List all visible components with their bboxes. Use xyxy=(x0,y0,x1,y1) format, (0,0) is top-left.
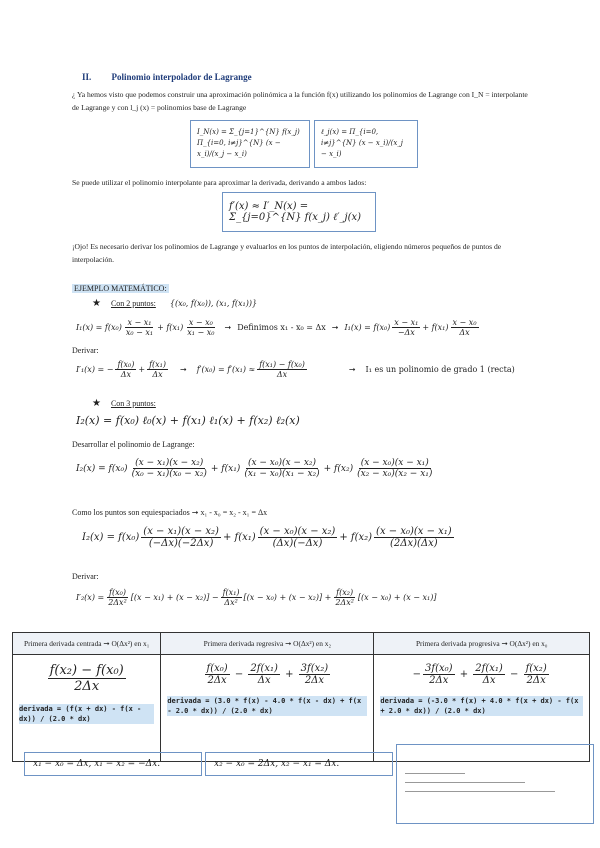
star-icon: ★ xyxy=(92,398,101,409)
footer-middle-box: x₂ − x₀ = 2Δx, x₂ − x₁ = Δx. xyxy=(205,752,393,776)
two-points-set: {(x₀, f(x₀)), (x₁, f(x₁))} xyxy=(169,299,258,308)
warning-text: ¡Ojo! Es necesario derivar los polinomios de Lagrange y evaluarlos en los puntos de interpolación, eligiendo números pequeños de puntos de interpolación. xyxy=(72,242,502,264)
derivatives-table xyxy=(12,632,590,762)
regresiva-header: Primera derivada regresiva ➞ O(Δx²) en x₂ xyxy=(161,633,374,655)
section-heading xyxy=(82,72,252,82)
regresiva-formula: $\frac{\text{f(x₀)}}{2\Delta x}$ − $\frac{\text{2f(x₁)}}{\Delta x}$ + $\frac{\text{3f(x₂)}}{2\Delta x}$ xyxy=(206,663,329,686)
footer-right-scribble xyxy=(405,751,585,796)
centrada-formula: $\frac{\text{f(x₂) − f(x₀)}}{2\Delta x}$ xyxy=(49,663,124,694)
warning-paragraph xyxy=(72,240,532,266)
regresiva-code: derivada = (3.0 * f(x) - 4.0 * f(x - dx) + f(x - 2.0 * dx)) / (2.0 * dx) xyxy=(167,696,367,716)
section-number: II. xyxy=(82,72,92,82)
interpolant-formula-box xyxy=(190,120,310,168)
centrada-cell xyxy=(13,655,161,762)
interpolant-formula: I_N(x) = Σ_{j=1}^{N} f(x_j) Π_{i=0, i≠j}^{N} (x − x_i)/(x_j − x_i) xyxy=(197,128,300,158)
desarrollar-text: Desarrollar el polinomio de Lagrange: xyxy=(72,440,195,449)
three-points-label: Con 3 puntos: xyxy=(110,399,156,408)
progresiva-header: Primera derivada progresiva ➞ O(Δx²) en x₀ xyxy=(374,633,590,655)
centrada-code: derivada = (f(x + dx) - f(x - dx)) / (2.0 * dx) xyxy=(19,704,154,724)
derivar-label-2: Derivar: xyxy=(72,572,99,581)
linear-derivative: I′₁(x) = − $\frac{\text{f(x₀)}}{\Delta x}$ + $\frac{\text{f(x₁)}}{\Delta x}$ ➞ f′(x₀) = f′(x₁) ≈ $\frac{\text{f(x₁) − f(x₀)}}{\Delta x}$ ➞ I₁ es un polinomio de grado 1 (recta) xyxy=(76,360,515,379)
definimos-text: Definimos x₁ - x₀ = Δx xyxy=(237,323,326,332)
quadratic-derivative: I′₂(x) = $\frac{\text{f(x₀)}}{\text{2Δx²}}$ [(x − x₁) + (x − x₂)] − $\frac{\text{f(x₁)}}{\text{Δx²}}$ [(x − x₀) + (x − x₂)] + $\frac{\text{f(x₂)}}{\text{2Δx²}}$ [(x − x₀) + (x − x₁)] xyxy=(76,588,437,607)
derivar-label-1: Derivar: xyxy=(72,346,99,355)
example-title: EJEMPLO MATEMÁTICO: xyxy=(74,284,167,293)
derivative-formula: f′(x) ≈ I′_N(x) = Σ_{j=0}^{N} f(x_j) ℓ′_j(x) xyxy=(229,201,362,223)
intro-paragraph: ¿ Ya hemos visto que podemos construir una aproximación polinómica a la función f(x) utilizando los polinomios de Lagrange con I_N = interpolante de Lagrange y con l_j (x) = polinomios base de Lagrange xyxy=(72,90,528,112)
footer-left-box: x₁ − x₀ = Δx, x₁ − x₂ = −Δx. xyxy=(24,752,202,776)
progresiva-formula: − $\frac{\text{3f(x₀)}}{2\Delta x}$ + $\frac{\text{2f(x₁)}}{\Delta x}$ − $\frac{\text{f(x₂)}}{2\Delta x}$ xyxy=(412,663,547,686)
two-points-label: Con 2 puntos: xyxy=(110,299,156,308)
footer-right-box xyxy=(396,744,594,824)
three-points-row xyxy=(92,398,156,409)
quadratic-expanded: I₂(x) = f(x₀) $\frac{\text{(x − x₁)(x − x₂)}}{\text{(x₀ − x₁)(x₀ − x₂)}}$ + f(x₁) $\frac{\text{(x − x₀)(x − x₂)}}{\text{(x₁ − x₀)(x₁ − x₂)}}$ + f(x₂) $\frac{\text{(x − x₀)(x − x₁)}}{\text{(x₂ − x₀)(x₂ − x₁)}}$ xyxy=(76,458,433,479)
progresiva-code: derivada = (-3.0 * f(x) + 4.0 * f(x + dx) - f(x + 2.0 * dx)) / (2.0 * dx) xyxy=(380,696,583,716)
quadratic-equispaced: I₂(x) = f(x₀) $\frac{\text{(x − x₁)(x − x₂)}}{(-\Delta x)(-2\Delta x)}$ + f(x₁) $\frac{\text{(x − x₀)(x − x₂)}}{(\Delta x)(-\Delta x)}$ + f(x₂) $\frac{\text{(x − x₀)(x − x₁)}}{(2\Delta x)(\Delta x)}$ xyxy=(82,526,452,549)
grado-text: I₁ es un polinomio de grado 1 (recta) xyxy=(365,365,515,374)
linear-interpolant: I₁(x) = f(x₀) $\frac{\text{x − x₁}}{\text{x₀ − x₁}}$ + f(x₁) $\frac{\text{x − x₀}}{\text{x₁ − x₀}}$ ➞ Definimos x₁ - x₀ = Δx ➞ I₁(x) = f(x₀) $\frac{\text{x − x₁}}{-\Delta x}$ + f(x₁) $\frac{\text{x − x₀}}{\Delta x}$ xyxy=(76,318,477,337)
basis-formula-box xyxy=(314,120,418,168)
regresiva-cell xyxy=(161,655,374,762)
two-points-row xyxy=(92,298,257,309)
derivative-formula-box xyxy=(222,192,376,232)
table-header-row xyxy=(13,633,590,655)
section-title: Polinomio interpolador de Lagrange xyxy=(111,72,252,82)
star-icon: ★ xyxy=(92,298,101,309)
equiespaciados-text: Como los puntos son equiespaciados ➞ x₁ - x₀ = x₂ - x₁ = Δx xyxy=(72,508,268,517)
derivative-text: Se puede utilizar el polinomio interpolante para aproximar la derivada, derivando a ambos lados: xyxy=(72,178,367,187)
basis-formula: ℓ_j(x) = Π_{i=0, i≠j}^{N} (x − x_i)/(x_j − x_i) xyxy=(321,128,403,158)
centrada-header: Primera derivada centrada ➞ O(Δx²) en x₁ xyxy=(13,633,161,655)
quadratic-interpolant: I₂(x) = f(x₀) ℓ₀(x) + f(x₁) ℓ₁(x) + f(x₂) ℓ₂(x) xyxy=(76,414,300,427)
